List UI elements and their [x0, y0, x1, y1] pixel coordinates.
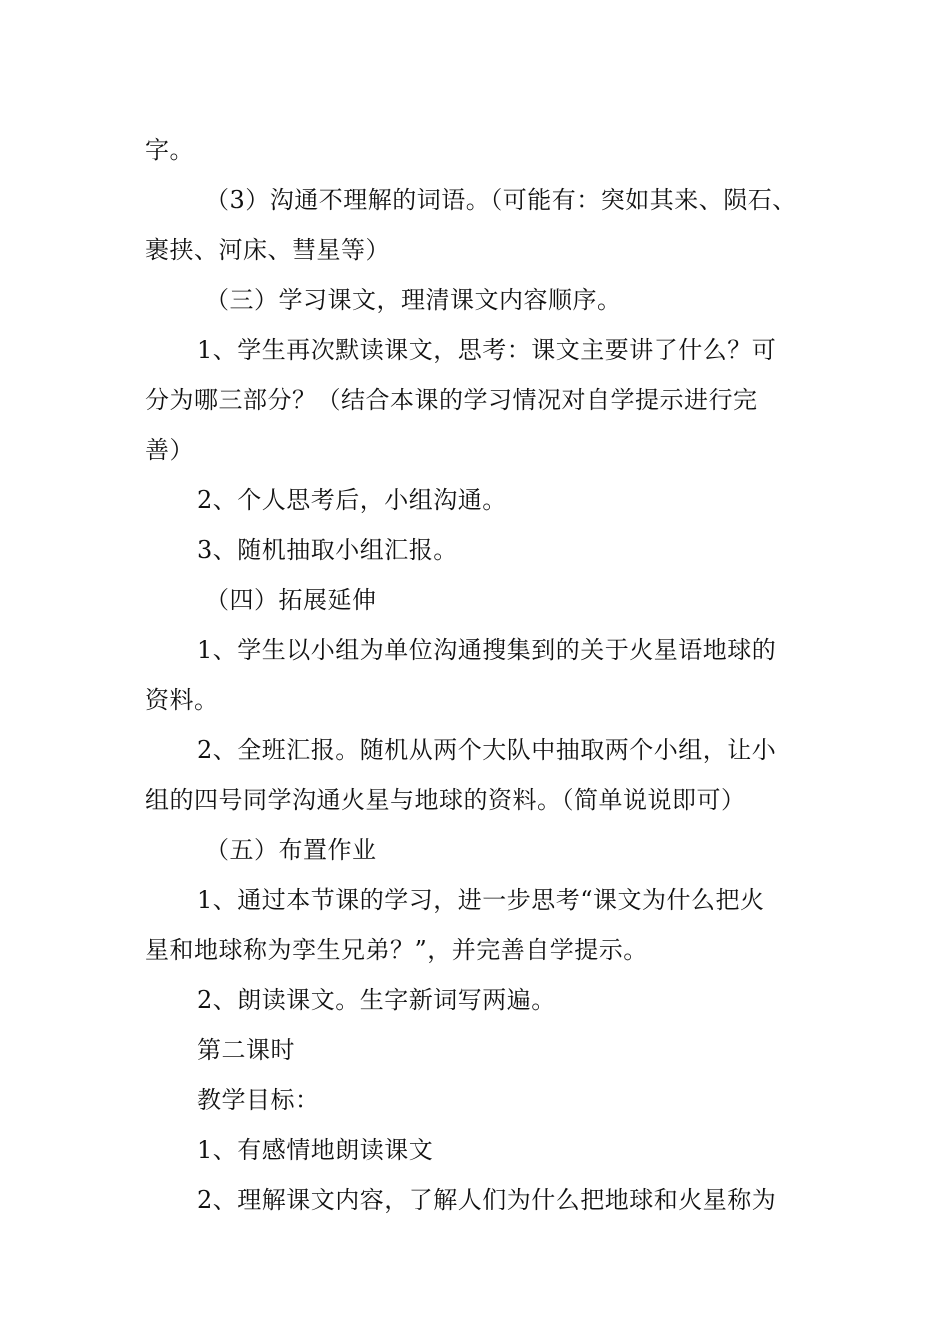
text-line: 2、理解课文内容，了解人们为什么把地球和火星称为 — [197, 1186, 777, 1214]
section-heading: （五）布置作业 — [205, 836, 377, 864]
text-line: 字。 — [145, 136, 194, 164]
text-line: 2、个人思考后，小组沟通。 — [197, 486, 507, 514]
text-line: （3）沟通不理解的词语。（可能有：突如其来、陨石、 — [205, 186, 797, 214]
text-line: 1、学生以小组为单位沟通搜集到的关于火星语地球的 — [197, 636, 777, 664]
text-line: 1、通过本节课的学习，进一步思考“课文为什么把火 — [197, 886, 765, 914]
section-heading: （三）学习课文，理清课文内容顺序。 — [205, 286, 622, 314]
text-line: 3、随机抽取小组汇报。 — [197, 536, 458, 564]
text-line: 裹挟、河床、彗星等） — [145, 236, 390, 264]
text-line: 1、有感情地朗读课文 — [197, 1136, 434, 1164]
text-line: 分为哪三部分？（结合本课的学习情况对自学提示进行完 — [145, 386, 758, 414]
lesson-heading: 第二课时 — [197, 1036, 295, 1064]
text-line: 星和地球称为孪生兄弟？”，并完善自学提示。 — [145, 936, 648, 964]
text-line: 组的四号同学沟通火星与地球的资料。（简单说说即可） — [145, 786, 746, 814]
text-line: 资料。 — [145, 686, 219, 714]
text-line: 1、学生再次默读课文，思考：课文主要讲了什么？可 — [197, 336, 777, 364]
section-heading: （四）拓展延伸 — [205, 586, 377, 614]
text-line: 2、朗读课文。生字新词写两遍。 — [197, 986, 556, 1014]
objectives-heading: 教学目标： — [197, 1086, 320, 1114]
text-line: 善） — [145, 436, 194, 464]
document-body — [145, 125, 835, 1225]
text-line: 2、全班汇报。随机从两个大队中抽取两个小组，让小 — [197, 736, 777, 764]
